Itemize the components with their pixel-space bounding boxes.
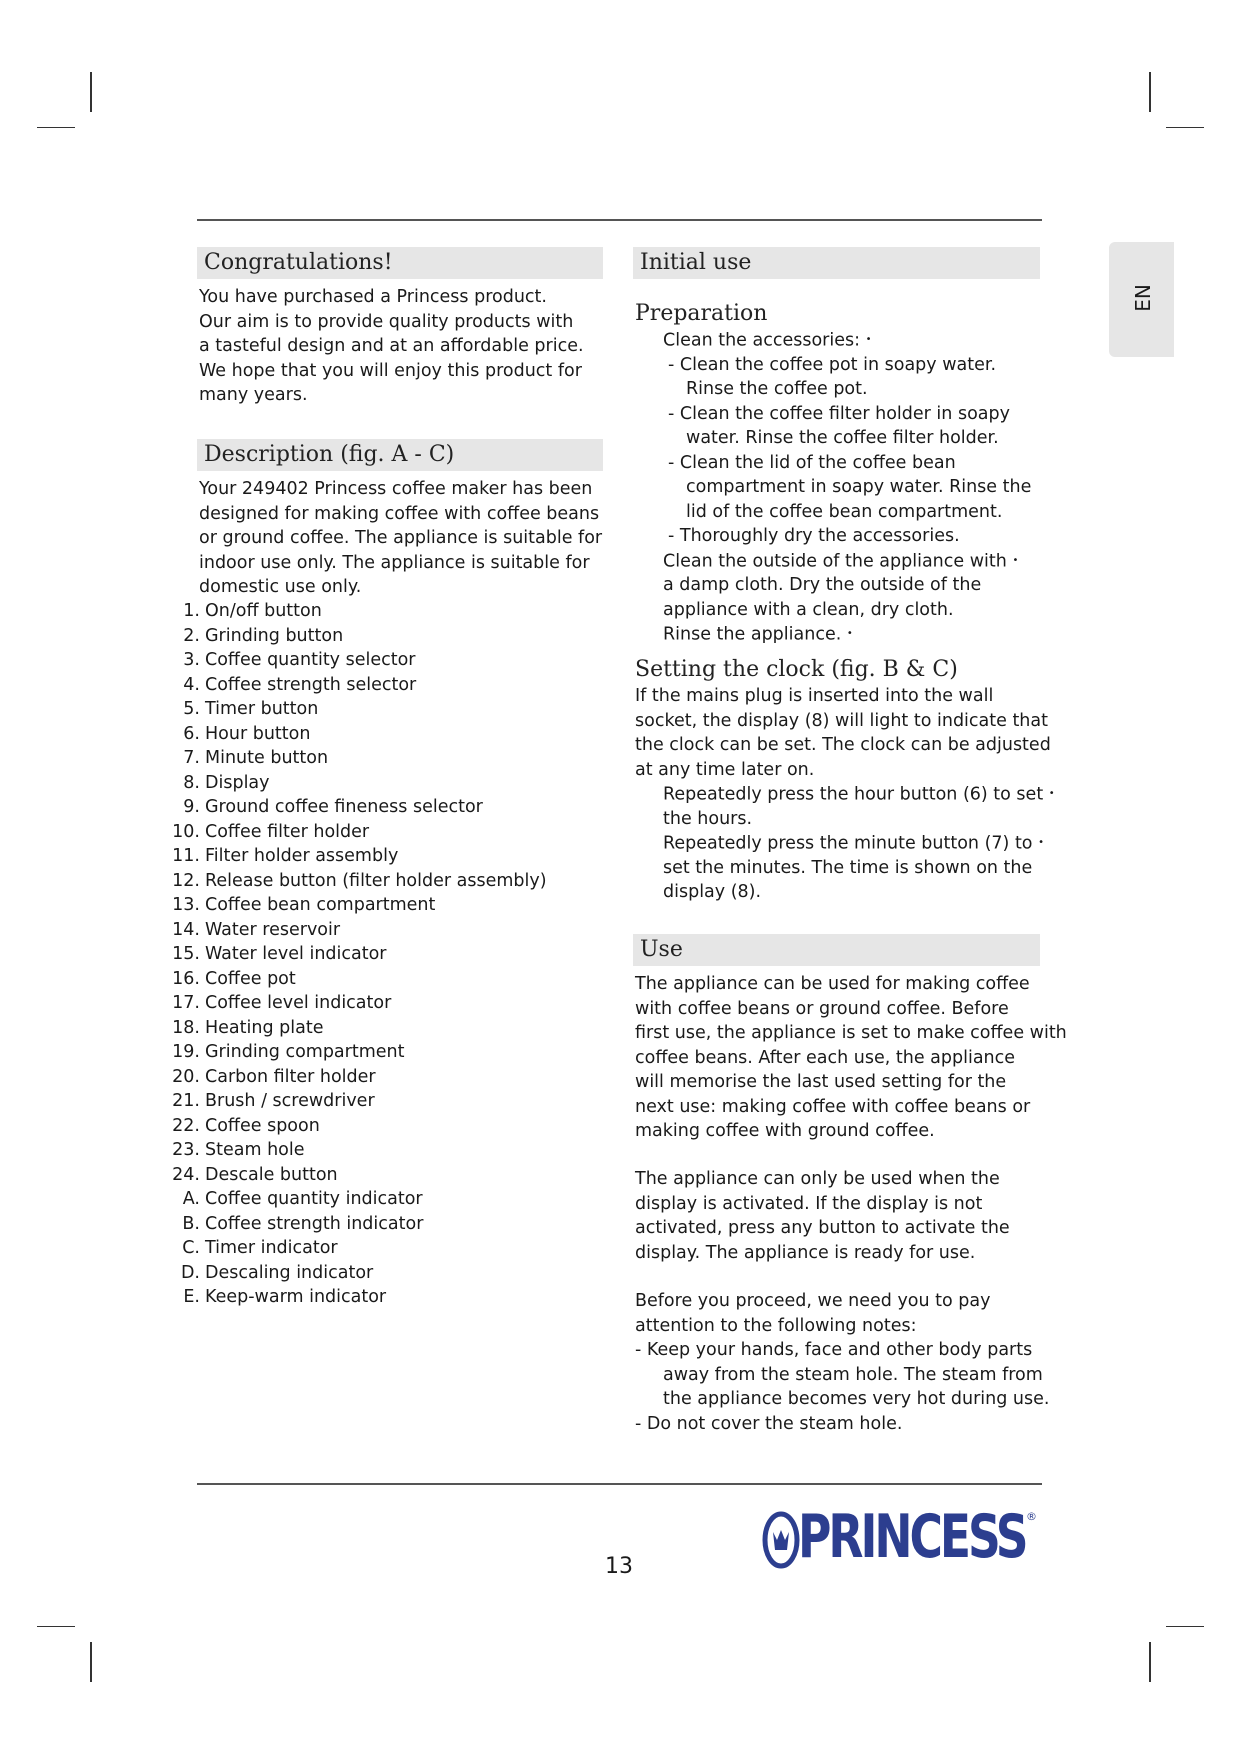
brand-wordmark: PRINCESS	[798, 1502, 1026, 1572]
text-line: next use: making coffee with coffee beans or	[635, 1096, 1031, 1117]
item-number: E.	[183, 1287, 200, 1307]
use-heading-band	[633, 934, 1040, 966]
text-line: set the minutes. The time is shown on the	[663, 857, 1033, 878]
item-number: 22.	[172, 1115, 200, 1136]
parts-list-item	[167, 1138, 547, 1163]
crop-mark	[1166, 127, 1204, 128]
text-line: Our aim is to provide quality products with	[199, 311, 574, 332]
item-number: 11.	[172, 846, 200, 866]
item-label: Timer button	[205, 699, 319, 719]
item-label: Grinding compartment	[205, 1042, 405, 1062]
item-label: Coffee strength selector	[205, 674, 417, 695]
text-line: coffee beans. After each use, the appliance	[635, 1047, 1016, 1068]
text-line: Rinse the coffee pot.	[686, 379, 868, 399]
congrats-text	[199, 285, 584, 408]
text-line: Clean the accessories: •	[663, 330, 872, 351]
text-line: water. Rinse the coffee filter holder.	[686, 428, 999, 448]
item-label: Coffee quantity selector	[205, 650, 416, 670]
text-line: We hope that you will enjoy this product for	[199, 360, 582, 381]
item-number: 7.	[183, 748, 200, 768]
item-label: Descale button	[205, 1164, 338, 1185]
item-number: 19.	[172, 1042, 200, 1062]
text-line: display (8).	[663, 882, 762, 902]
text-line: the clock can be set. The clock can be adjusted	[635, 735, 1051, 755]
parts-list-item	[167, 673, 547, 698]
text-line: activated, press any button to activate the	[635, 1218, 1010, 1238]
parts-list-item	[167, 820, 547, 845]
bottom-rule	[197, 1483, 1042, 1485]
item-number: 21.	[172, 1091, 200, 1111]
item-number: B.	[182, 1213, 200, 1234]
crop-mark	[1149, 72, 1151, 112]
crop-mark	[1149, 1642, 1151, 1682]
text-line: indoor use only. The appliance is suitable for	[199, 552, 590, 573]
text-line: making coffee with ground coffee.	[635, 1121, 935, 1141]
item-number: 10.	[172, 821, 200, 842]
item-number: 18.	[172, 1017, 200, 1038]
item-label: Timer indicator	[205, 1238, 338, 1258]
text-line: Rinse the appliance. •	[663, 624, 853, 645]
item-label: Coffee filter holder	[205, 821, 370, 842]
text-line: socket, the display (8) will light to indicate that	[635, 710, 1048, 731]
item-label: Descaling indicator	[205, 1262, 374, 1283]
text-line: the hours.	[663, 808, 753, 829]
parts-list-item	[167, 1114, 547, 1139]
language-tab	[1109, 242, 1174, 357]
parts-list-item	[167, 1261, 547, 1286]
text-line: compartment in soapy water. Rinse the	[686, 477, 1032, 497]
text-line: The appliance can be used for making coffee	[635, 974, 1030, 994]
item-label: Coffee level indicator	[205, 993, 392, 1013]
parts-list-item	[167, 844, 547, 869]
top-rule	[197, 219, 1042, 221]
language-label: EN	[1130, 284, 1155, 312]
item-label: Coffee strength indicator	[205, 1213, 424, 1234]
item-number: 20.	[172, 1066, 200, 1087]
congrats-heading: Congratulations!	[204, 250, 393, 275]
text-line: at any time later on.	[635, 759, 815, 780]
item-number: 9.	[183, 797, 200, 817]
page-number: 13	[605, 1554, 633, 1579]
crop-mark	[1166, 1626, 1204, 1627]
parts-list-item	[167, 648, 547, 673]
text-line: the appliance becomes very hot during use.	[663, 1389, 1050, 1409]
text-line: Repeatedly press the hour button (6) to set •	[663, 784, 1055, 805]
preparation-heading: Preparation	[635, 301, 768, 326]
text-line: Repeatedly press the minute button (7) to •	[663, 833, 1044, 854]
text-line: will memorise the last used setting for the	[635, 1072, 1007, 1092]
item-number: 6.	[183, 723, 200, 744]
parts-list-item	[167, 1285, 547, 1310]
text-line: Your 249402 Princess coffee maker has been	[199, 479, 593, 499]
item-label: Keep-warm indicator	[205, 1287, 387, 1307]
item-label: Coffee pot	[205, 968, 296, 989]
text-line: The appliance can only be used when the	[635, 1169, 1000, 1189]
clock-intro	[635, 684, 1051, 782]
text-line: a tasteful design and at an affordable price.	[199, 336, 584, 356]
item-number: 24.	[172, 1164, 200, 1185]
parts-list-item	[167, 1163, 547, 1188]
item-number: 1.	[183, 601, 200, 621]
text-line: with coffee beans or ground coffee. Before	[635, 998, 1009, 1019]
clock-heading: Setting the clock (fig. B & C)	[635, 657, 958, 682]
parts-list-item	[167, 1236, 547, 1261]
item-number: 15.	[172, 944, 200, 964]
parts-list-item	[167, 599, 547, 624]
use-paragraph-1	[635, 972, 1067, 1144]
item-label: Heating plate	[205, 1017, 324, 1038]
text-line: - Thoroughly dry the accessories.	[668, 526, 960, 546]
item-label: Carbon filter holder	[205, 1066, 376, 1087]
text-line: - Clean the coffee pot in soapy water.	[668, 354, 997, 375]
item-number: 23.	[172, 1140, 200, 1160]
crop-mark	[37, 1626, 75, 1627]
crop-mark	[37, 127, 75, 128]
item-label: Water level indicator	[205, 944, 387, 964]
item-label: Coffee spoon	[205, 1115, 320, 1136]
parts-list-item	[167, 967, 547, 992]
item-label: Coffee bean compartment	[205, 895, 436, 915]
preparation-steps	[663, 328, 1031, 647]
text-line: display. The appliance is ready for use.	[635, 1242, 976, 1263]
item-label: On/off button	[205, 601, 322, 621]
use-heading: Use	[640, 937, 683, 962]
description-heading-band	[197, 439, 603, 471]
text-line: attention to the following notes:	[635, 1315, 917, 1336]
parts-list-item	[167, 746, 547, 771]
registered-mark: ®	[1026, 1510, 1037, 1523]
item-label: Filter holder assembly	[205, 846, 399, 866]
crop-mark	[90, 1642, 92, 1682]
parts-list-item	[167, 624, 547, 649]
text-line: You have purchased a Princess product.	[199, 287, 547, 307]
parts-list-item	[167, 722, 547, 747]
item-number: 8.	[183, 772, 200, 793]
item-label: Minute button	[205, 748, 329, 768]
parts-list-item	[167, 1065, 547, 1090]
text-line: If the mains plug is inserted into the wall	[635, 686, 994, 706]
use-paragraph-2	[635, 1167, 1010, 1265]
item-number: 16.	[172, 968, 200, 989]
parts-list-item	[167, 918, 547, 943]
text-line: many years.	[199, 385, 308, 405]
item-label: Steam hole	[205, 1140, 305, 1160]
text-line: a damp cloth. Dry the outside of the	[663, 575, 982, 595]
item-label: Release button (filter holder assembly)	[205, 870, 547, 891]
text-line: away from the steam hole. The steam from	[663, 1364, 1043, 1385]
parts-list	[167, 599, 547, 1310]
text-line: domestic use only.	[199, 577, 362, 597]
item-number: 5.	[183, 699, 200, 719]
parts-list-item	[167, 991, 547, 1016]
text-line: - Keep your hands, face and other body parts	[635, 1340, 1033, 1360]
item-number: 12.	[172, 870, 200, 891]
text-line: or ground coffee. The appliance is suitable for	[199, 528, 603, 548]
text-line: - Do not cover the steam hole.	[635, 1413, 903, 1434]
text-line: - Clean the coffee filter holder in soapy	[668, 403, 1010, 424]
text-line: lid of the coffee bean compartment.	[686, 501, 1003, 522]
parts-list-item	[167, 1187, 547, 1212]
text-line: - Clean the lid of the coffee bean	[668, 452, 956, 473]
text-line: Before you proceed, we need you to pay	[635, 1291, 991, 1311]
parts-list-item	[167, 795, 547, 820]
princess-logo	[762, 1502, 1042, 1572]
item-label: Ground coffee fineness selector	[205, 797, 483, 817]
parts-list-item	[167, 869, 547, 894]
crown-emblem-icon	[762, 1510, 800, 1570]
use-paragraph-3	[635, 1289, 1049, 1436]
parts-list-item	[167, 771, 547, 796]
parts-list-item	[167, 942, 547, 967]
item-label: Grinding button	[205, 625, 344, 646]
item-number: 14.	[172, 919, 200, 940]
parts-list-item	[167, 1212, 547, 1237]
parts-list-item	[167, 893, 547, 918]
description-heading: Description (fig. A - C)	[204, 442, 455, 467]
text-line: first use, the appliance is set to make coffee with	[635, 1023, 1067, 1043]
crop-mark	[90, 72, 92, 112]
item-label: Display	[205, 772, 270, 793]
parts-list-item	[167, 1089, 547, 1114]
item-label: Water reservoir	[205, 919, 341, 940]
item-label: Brush / screwdriver	[205, 1091, 375, 1111]
text-line: Clean the outside of the appliance with •	[663, 550, 1019, 571]
item-number: C.	[182, 1238, 200, 1258]
initial-use-heading-band	[633, 247, 1040, 279]
item-number: 4.	[183, 674, 200, 695]
clock-steps	[663, 782, 1055, 905]
item-label: Hour button	[205, 723, 311, 744]
initial-use-heading: Initial use	[640, 250, 752, 275]
item-number: D.	[180, 1262, 200, 1283]
parts-list-item	[167, 1040, 547, 1065]
item-number: 2.	[183, 625, 200, 646]
congrats-heading-band	[197, 247, 603, 279]
item-label: Coffee quantity indicator	[205, 1189, 423, 1209]
description-intro	[199, 477, 602, 600]
item-number: A.	[182, 1189, 200, 1209]
parts-list-item	[167, 697, 547, 722]
parts-list-item	[167, 1016, 547, 1041]
text-line: display is activated. If the display is not	[635, 1193, 983, 1214]
item-number: 3.	[183, 650, 200, 670]
item-number: 13.	[172, 895, 200, 915]
text-line: appliance with a clean, dry cloth.	[663, 599, 954, 620]
item-number: 17.	[172, 993, 200, 1013]
text-line: designed for making coffee with coffee beans	[199, 503, 600, 524]
